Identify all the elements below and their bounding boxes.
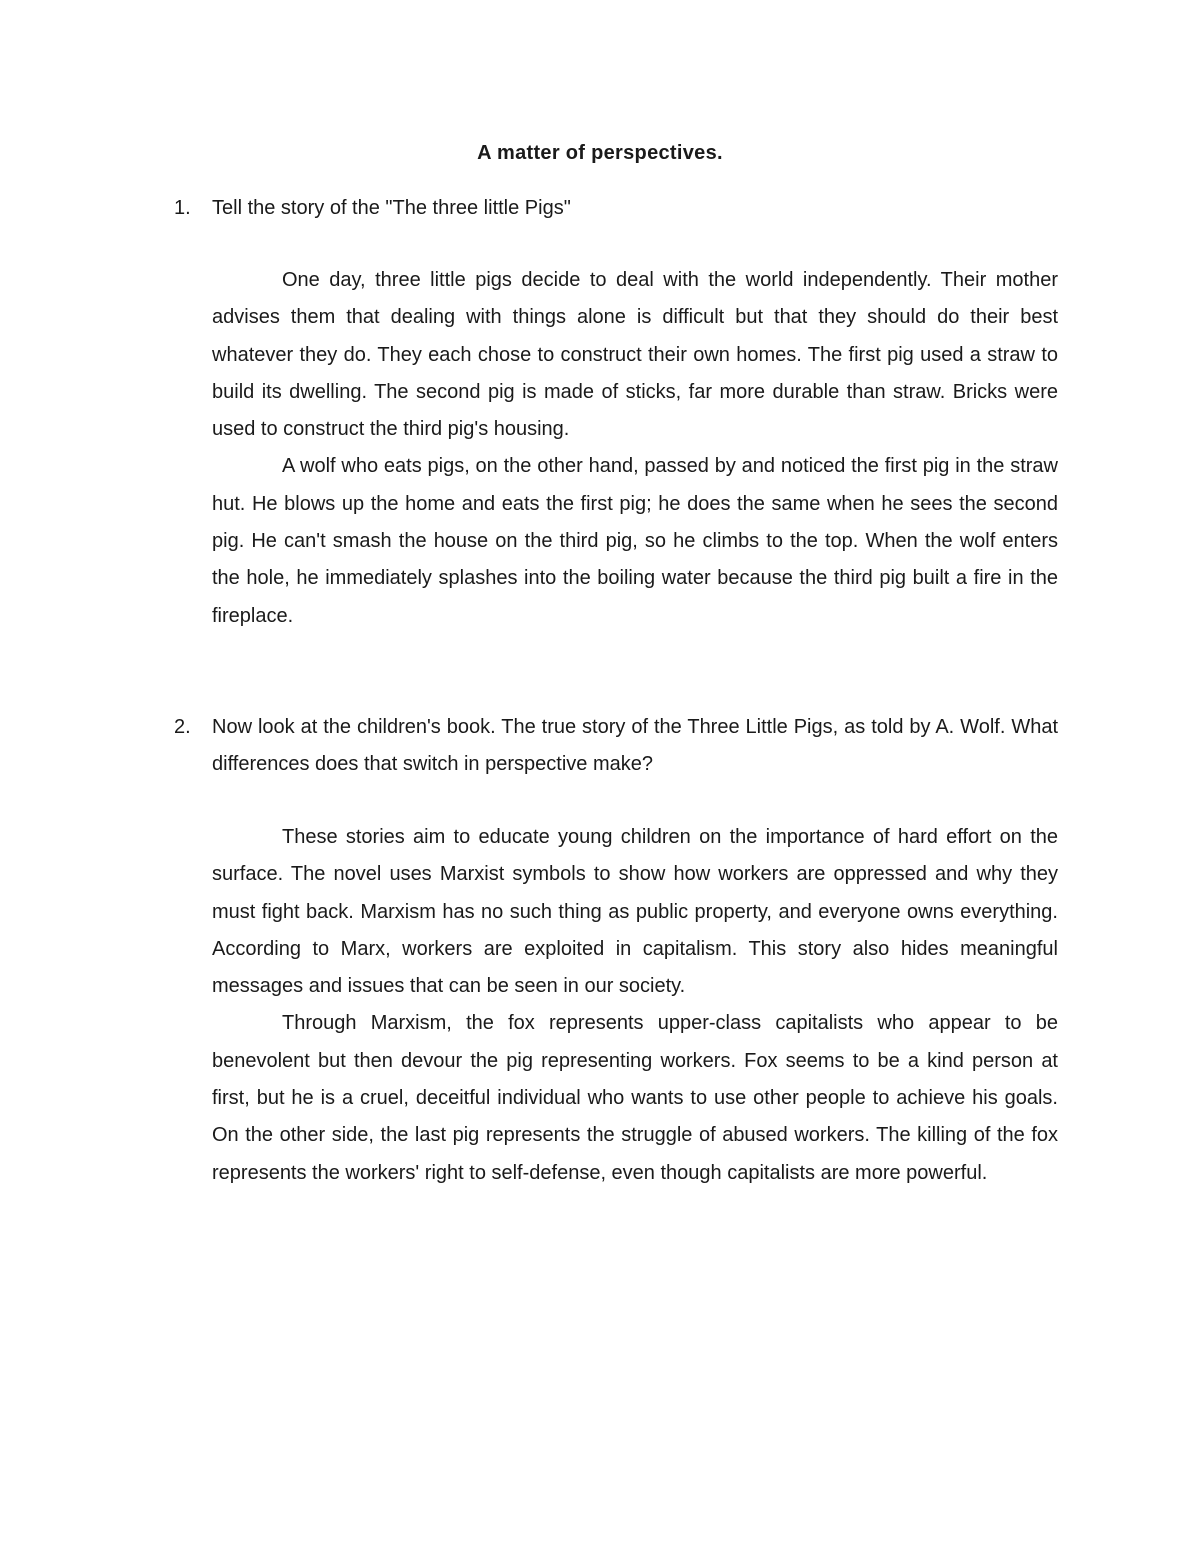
- answer-paragraph: One day, three little pigs decide to deal with the world independently. Their mother advises them that dealing with things alone is difficult but that they should do their best whatever they do. They each chose to construct their own homes. The first pig used a straw to build its dwelling. The second pig is made of sticks, far more durable than straw. Bricks were used to construct the third pig's housing.: [212, 269, 1058, 441]
- answer-2: [212, 819, 1058, 1192]
- question-text: Tell the story of the "The three little Pigs": [212, 197, 571, 219]
- answer-paragraph: A wolf who eats pigs, on the other hand, passed by and noticed the first pig in the straw hut. He blows up the home and eats the first pig; he does the same when he sees the second pig. He can't smash the house on the third pig, so he climbs to the top. When the wolf enters the hole, he immediately splashes into the boiling water because the third pig built a fire in the fireplace.: [212, 455, 1058, 627]
- answer-paragraph: These stories aim to educate young children on the importance of hard effort on the surface. The novel uses Marxist symbols to show how workers are oppressed and why they must fight back. Marxism has no such thing as public property, and everyone owns everything. According to Marx, workers are exploited in capitalism. This story also hides meaningful messages and issues that can be seen in our society.: [212, 826, 1058, 998]
- answer-1: [212, 262, 1058, 635]
- answer-paragraph: Through Marxism, the fox represents upper-class capitalists who appear to be benevolent but then devour the pig representing workers. Fox seems to be a kind person at first, but he is a cruel, deceitful individual who wants to use other people to achieve his goals. On the other side, the last pig represents the struggle of abused workers. The killing of the fox represents the workers' right to self-defense, even though capitalists are more powerful.: [212, 1012, 1058, 1184]
- question-number: 1.: [174, 197, 191, 219]
- document-title: A matter of perspectives.: [477, 142, 723, 164]
- question-1: [174, 190, 1058, 227]
- question-text: Now look at the children's book. The true story of the Three Little Pigs, as told by A. Wolf. What differences does that switch in perspective make?: [212, 716, 1058, 776]
- question-number: 2.: [174, 716, 191, 738]
- question-2: [174, 709, 1058, 784]
